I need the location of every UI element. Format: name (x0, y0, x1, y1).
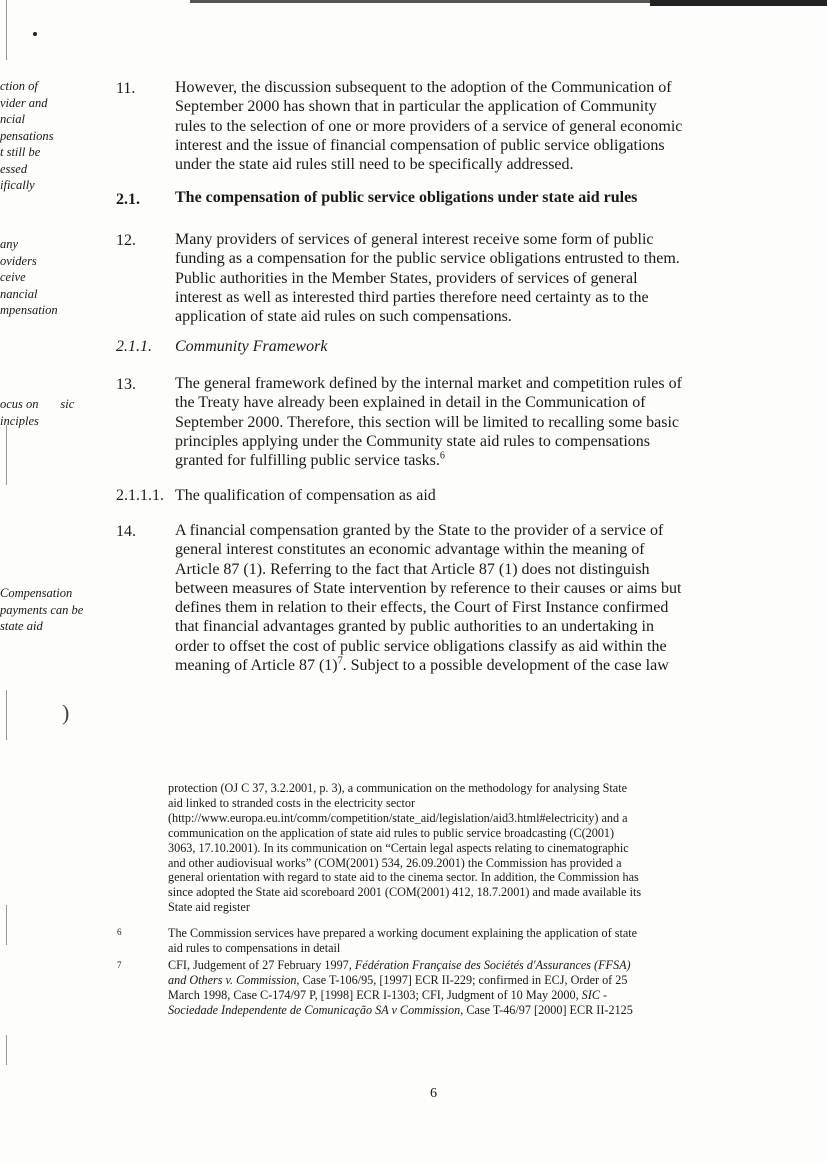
footnote-line (168, 1003, 715, 1018)
footnote-line (168, 973, 715, 988)
heading-2-1-1: Community Framework (175, 338, 328, 355)
footnote-line: communication on the application of state aid rules to public service broadcasting (C(2001) (168, 825, 615, 840)
paragraph-line: order to offset the cost of public service obligations classify as aid within the (175, 637, 667, 655)
footnote-ref-7: 7 (337, 655, 343, 667)
margin-note-word: ocus on (0, 397, 39, 411)
paragraph-line: rules to the selection of one or more providers of a service of general economic (175, 117, 683, 135)
footnote-line: The Commission services have prepared a working document explaining the application of state (168, 926, 638, 940)
paragraph-number-11: 11. (116, 80, 136, 97)
margin-note-line: vider and (0, 95, 48, 110)
footnote-line (168, 958, 715, 973)
paragraph-line: Many providers of services of general interest receive some form of public (175, 231, 654, 248)
footnote-case-name: SIC - (581, 987, 608, 1002)
margin-note-providers (0, 236, 112, 319)
paragraph-line: Article 87 (1). Referring to the fact that Article 87 (1) does not distinguish (175, 560, 650, 578)
margin-note-line: ceive (0, 270, 26, 284)
margin-note-principles (0, 396, 112, 429)
footnote-7 (168, 958, 715, 1018)
paragraph-line-text: meaning of Article 87 (1) (175, 657, 338, 675)
scan-paren-mark: ) (62, 700, 70, 725)
paragraph-number-12: 12. (116, 232, 136, 249)
footnote-mark-7: 7 (117, 960, 122, 970)
footnote-line: general orientation with regard to state aid to the cinema sector. In addition, the Commission has (168, 870, 639, 885)
scan-dot (33, 32, 37, 36)
footnote-continued (168, 781, 715, 915)
footnote-6 (168, 926, 715, 956)
margin-note-line: ction of (0, 79, 38, 93)
paragraph-12 (175, 230, 713, 326)
margin-note-line: oviders (0, 253, 37, 268)
heading-2-1: The compensation of public service obligations under state aid rules (175, 189, 638, 206)
footnote-case-name: and Others v. Commission, (168, 972, 300, 987)
paragraph-line: between measures of State intervention by reference to their causes or aims but (175, 579, 682, 597)
paragraph-line: that financial advantages granted by public authorities to an undertaking in (175, 618, 654, 636)
footnote-ref-6: 6 (439, 450, 445, 462)
paragraph-line: principles applying under the Community state aid rules to compensations (175, 432, 651, 450)
footnote-line: 3063, 17.10.2001). In its communication on “Certain legal aspects relating to cinematographic (168, 840, 629, 855)
margin-note-line (0, 396, 112, 413)
paragraph-line: September 2000 has shown that in particular the application of Community (175, 98, 657, 116)
paragraph-line: general interest constitutes an economic advantage within the meaning of (175, 541, 645, 559)
margin-note-line: t still be (0, 145, 41, 159)
page-number: 6 (430, 1086, 437, 1101)
heading-number-2-1: 2.1. (116, 191, 140, 208)
margin-note-word: sic (60, 397, 75, 411)
footnote-line: aid linked to stranded costs in the electricity sector (168, 795, 416, 810)
margin-note-line: inciples (0, 413, 39, 428)
scan-margin-line (6, 0, 7, 60)
margin-note-line: nancial (0, 286, 38, 301)
footnote-line: and other audiovisual works” (COM(2001) 534, 26.09.2001) the Commission has provided a (168, 855, 622, 870)
paragraph-line-text: . Subject to a possible development of the case law (342, 657, 669, 675)
paragraph-line: The general framework defined by the internal market and competition rules of (175, 375, 682, 392)
paragraph-line (175, 451, 713, 470)
heading-2-1-1-1: The qualification of compensation as aid (175, 487, 436, 504)
paragraph-11 (175, 78, 713, 174)
footnote-text: Case T-106/95, [1997] ECR II-229; confirmed in ECJ, Order of 25 (299, 972, 628, 987)
paragraph-13 (175, 374, 713, 470)
paragraph-line: defines them in relation to their effects, the Court of First Instance confirmed (175, 599, 669, 617)
paragraph-line: Public authorities in the Member States, providers of services of general (175, 269, 638, 287)
scan-top-edge (650, 0, 827, 6)
footnote-line: State aid register (168, 900, 250, 915)
footnote-text: March 1998, Case C-174/97 P, [1998] ECR I-1303; CFI, Judgment of 10 May 2000, (168, 987, 582, 1002)
paragraph-line (175, 656, 713, 675)
paragraph-line: However, the discussion subsequent to the adoption of the Communication of (175, 79, 672, 96)
scan-margin-line (6, 1035, 7, 1065)
paragraph-number-14: 14. (116, 523, 136, 540)
margin-note-line: mpensation (0, 303, 58, 317)
margin-note-line: any (0, 237, 19, 251)
paragraph-line: September 2000. Therefore, this section will be limited to recalling some basic (175, 413, 680, 431)
margin-note-line: ifically (0, 178, 35, 192)
paragraph-line-text: granted for fulfilling public service tasks. (175, 452, 440, 470)
margin-note-selection (0, 78, 112, 194)
paragraph-line: application of state aid rules on such compensations. (175, 308, 512, 326)
margin-note-line: state aid (0, 619, 43, 633)
footnote-line: protection (OJ C 37, 3.2.2001, p. 3), a communication on the methodology for analysing State (168, 781, 627, 795)
scan-margin-line (6, 905, 7, 945)
footnote-line (168, 988, 715, 1003)
footnote-mark-6: 6 (117, 927, 122, 937)
footnote-text: Case T-46/97 [2000] ECR II-2125 (463, 1002, 633, 1017)
footnote-line: aid rules to compensations in detail (168, 940, 341, 955)
margin-note-line: ncial (0, 112, 25, 126)
footnote-line: (http://www.europa.eu.int/comm/competition/state_aid/legislation/aid3.html#electricity) and a (168, 810, 628, 825)
paragraph-line: under the state aid rules still need to be specifically addressed. (175, 156, 574, 174)
paragraph-line: funding as a compensation for the public service obligations entrusted to them. (175, 250, 680, 268)
paragraph-line: interest and the issue of financial compensation of public service obligations (175, 136, 665, 154)
footnote-case-name: Fédération Française des Sociétés d'Assurances (FFSA) (354, 958, 631, 972)
paragraph-line: interest as well as interested third parties therefore need certainty as to the (175, 288, 649, 306)
margin-note-line: pensations (0, 128, 54, 143)
footnote-text: CFI, Judgement of 27 February 1997, (168, 958, 355, 972)
footnote-line: since adopted the State aid scoreboard 2001 (COM(2001) 412, 18.7.2001) and made available its (168, 885, 642, 900)
heading-number-2-1-1-1: 2.1.1.1. (116, 487, 164, 504)
margin-note-line: Compensation (0, 586, 73, 600)
margin-note-line: payments can be (0, 602, 84, 617)
heading-number-2-1-1: 2.1.1. (116, 338, 152, 355)
scan-margin-line (6, 690, 7, 740)
margin-note-compensation (0, 585, 112, 635)
scan-margin-line (6, 425, 7, 485)
paragraph-line: the Treaty have already been explained in detail in the Communication of (175, 394, 646, 412)
footnote-case-name: Sociedade Independente de Comunicação SA v Commission, (168, 1002, 464, 1017)
paragraph-number-13: 13. (116, 376, 136, 393)
margin-note-line: essed (0, 161, 28, 176)
paragraph-14 (175, 521, 713, 675)
paragraph-line: A financial compensation granted by the State to the provider of a service of (175, 522, 664, 539)
